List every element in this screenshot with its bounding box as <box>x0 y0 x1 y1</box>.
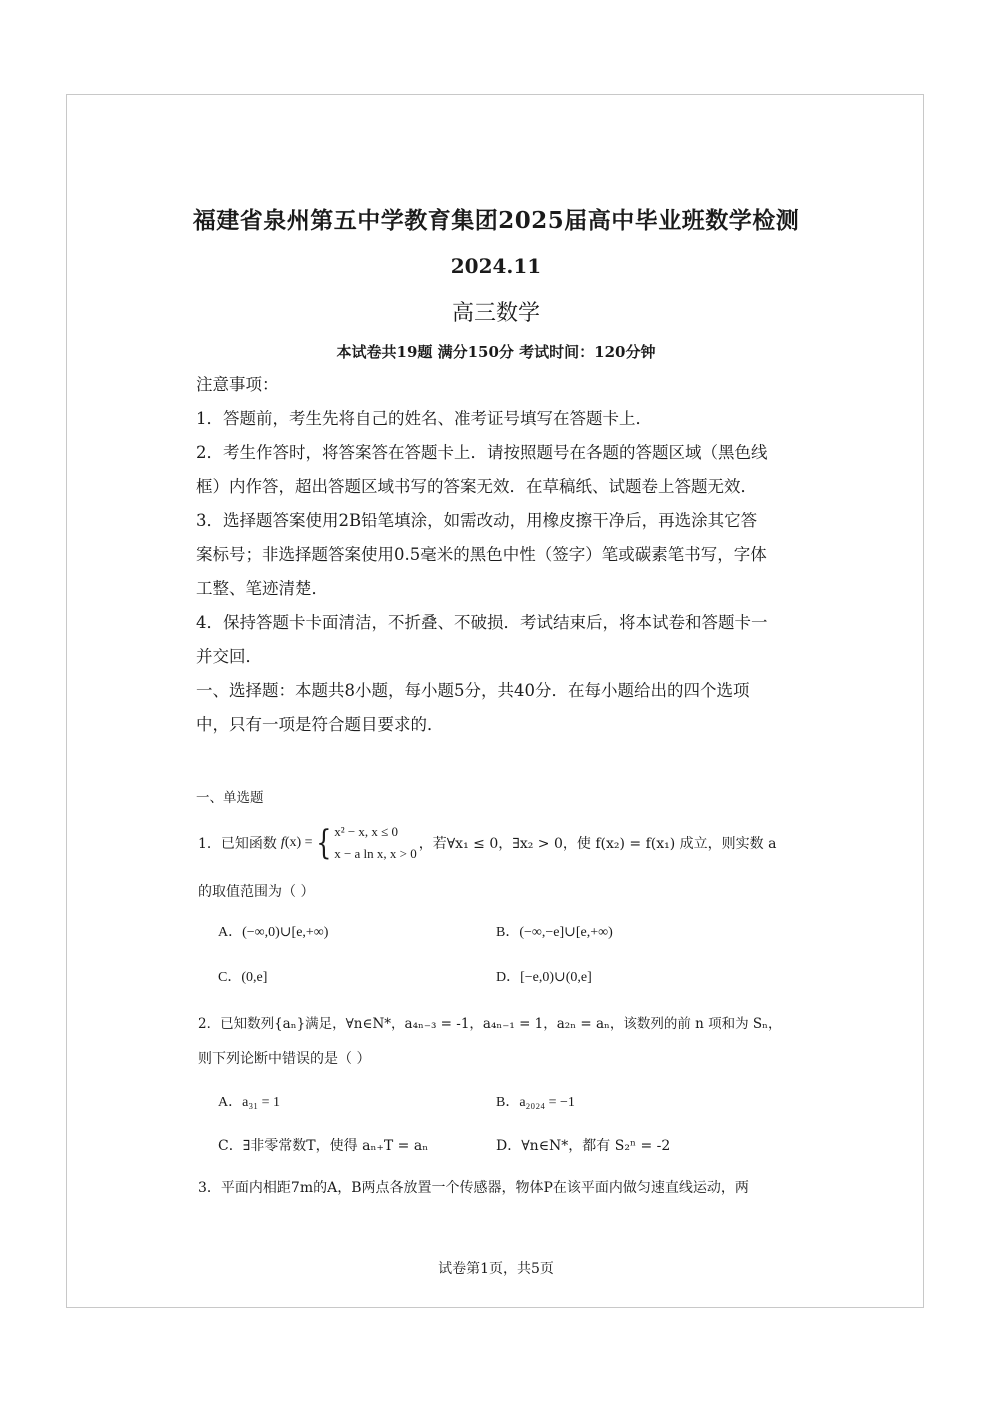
page-footer: 试卷第1页，共5页 <box>438 1261 554 1277</box>
q1-option-c: C．(0,e] <box>218 970 268 985</box>
exam-meta: 本试卷共19题 满分150分 考试时间：120分钟 <box>336 343 656 361</box>
q1-case1: x² − x, x ≤ 0 <box>334 824 399 839</box>
note-1: 1．答题前，考生先将自己的姓名、准考证号填写在答题卡上． <box>196 409 652 428</box>
note-4-line2: 并交回． <box>196 647 262 666</box>
notes-heading: 注意事项： <box>196 375 279 394</box>
exam-subject: 高三数学 <box>451 301 540 326</box>
q2-line1: 2．已知数列{aₙ}满足，∀n∈N*，a₄ₙ₋₃ = -1，a₄ₙ₋₁ = 1，a₂ₙ = aₙ，该数列的前 n 项和为 Sₙ， <box>198 1016 782 1032</box>
note-3-line2: 案标号；非选择题答案使用0.5毫米的黑色中性（签字）笔或碳素笔书写，字体 <box>196 545 767 564</box>
part1-intro-line1: 一、选择题：本题共8小题，每小题5分，共40分．在每小题给出的四个选项 <box>196 681 750 700</box>
q2-option-b: B．a₂₀₂₄ = −1 <box>496 1095 575 1110</box>
question-1-stem <box>198 818 776 868</box>
exam-date: 2024.11 <box>450 254 542 278</box>
q1-cases <box>334 821 417 865</box>
q2-option-a: A．a₃₁ = 1 <box>218 1095 280 1110</box>
q1-brace: { <box>315 823 331 863</box>
section-heading: 一、单选题 <box>196 790 264 806</box>
q2-line2: 则下列论断中错误的是（ ） <box>198 1051 371 1067</box>
q1-continuation: 的取值范围为（ ） <box>198 884 315 900</box>
part1-intro-line2: 中，只有一项是符合题目要求的． <box>196 715 444 734</box>
q1-fx-arg: (x) = <box>284 835 313 850</box>
note-4-line1: 4．保持答题卡卡面清洁，不折叠、不破损．考试结束后，将本试卷和答题卡一 <box>196 613 768 632</box>
note-2-line1: 2．考生作答时，将答案答在答题卡上．请按照题号在各题的答题区域（黑色线 <box>196 443 768 462</box>
q2-option-c: C．∃非零常数T，使得 aₙ₊T = aₙ <box>218 1138 429 1154</box>
q1-condition: ，若∀x₁ ≤ 0，∃x₂ > 0，使 f(x₂) = f(x₁) 成立，则实数 a <box>418 836 777 852</box>
q2-option-d: D．∀n∈N*，都有 S₂ⁿ = -2 <box>496 1138 671 1154</box>
note-3-line1: 3．选择题答案使用2B铅笔填涂，如需改动，用橡皮擦干净后，再选涂其它答 <box>196 511 758 530</box>
q1-option-d: D．[−e,0)∪(0,e] <box>496 970 592 985</box>
q3-line1: 3．平面内相距7m的A，B两点各放置一个传感器，物体P在该平面内做匀速直线运动，两 <box>198 1180 749 1196</box>
exam-title: 福建省泉州第五中学教育集团2025届高中毕业班数学检测 <box>192 207 800 234</box>
q1-option-b: B．(−∞,−e]∪[e,+∞) <box>496 925 613 940</box>
q1-num: 1．已知函数 <box>198 836 277 852</box>
q1-case2: x − a ln x, x > 0 <box>334 846 417 861</box>
note-2-line2: 框）内作答，超出答题区域书写的答案无效．在草稿纸、试题卷上答题无效． <box>196 477 757 496</box>
note-3-line3: 工整、笔迹清楚． <box>196 579 328 598</box>
q1-option-a: A．(−∞,0)∪[e,+∞) <box>218 925 329 940</box>
q1-fx: f <box>280 835 285 850</box>
